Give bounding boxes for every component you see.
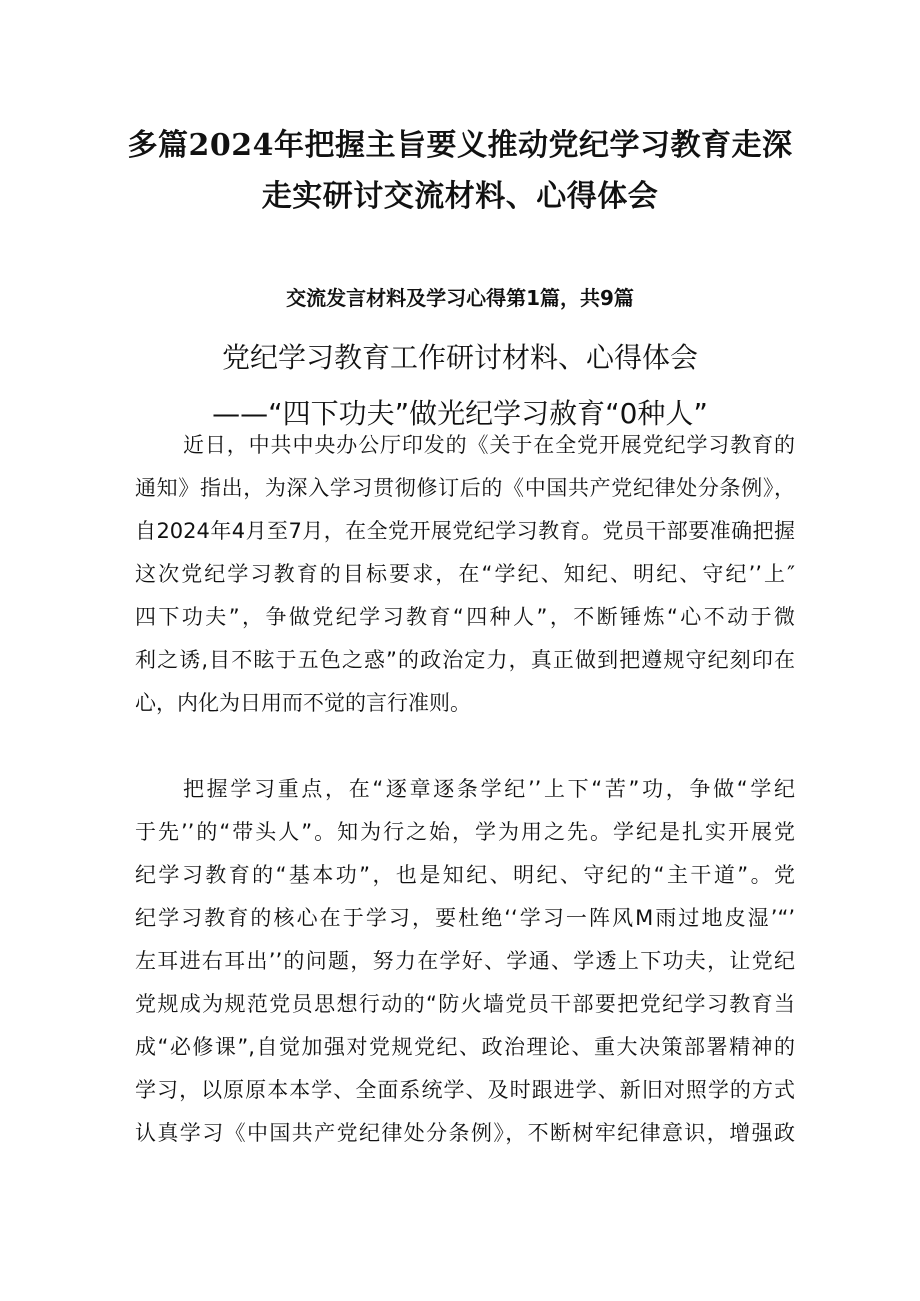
document-title-line-2: 走实研讨交流材料、心得体会 — [261, 179, 659, 214]
paragraph-line: 认真学习《中国共产党纪律处分条例》，不断树牢纪律意识，增强政 — [135, 1121, 795, 1145]
subtitle-line-1: 党纪学习教育工作研讨材料、心得体会 — [221, 341, 698, 374]
paragraph-line: 左耳进右耳出’’的问题，努力在学好、学通、学透上下功夫，让党纪 — [135, 949, 795, 973]
section-label: 交流发言材料及学习心得第1篇，共9篇 — [286, 286, 634, 310]
paragraph-line: 纪学习教育的核心在于学习，要杜绝‘‘学习一阵风M雨过地皮湿’“’ — [135, 906, 795, 930]
paragraph-line: 心，内化为日用而不觉的言行准则。 — [135, 691, 471, 715]
paragraph-line: 利之诱,目不眩于五色之惑”的政治定力，真正做到把遵规守纪刻印在 — [135, 648, 795, 672]
paragraph-line: 成“必修课”,自觉加强对党规党纪、政治理论、重大决策部署精神的 — [135, 1035, 795, 1059]
paragraph-line: 通知》指出，为深入学习贯彻修订后的《中国共产党纪律处分条例》， — [135, 476, 795, 500]
paragraph-line: 党规成为规范党员思想行动的“防火墙党员干部要把党纪学习教育当 — [135, 992, 795, 1016]
paragraph-line: 这次党纪学习教育的目标要求，在“学纪、知纪、明纪、守纪’’上″ — [135, 562, 795, 586]
document-title-line-1: 多篇2024年把握主旨要义推动党纪学习教育走深 — [127, 128, 793, 163]
paragraph-line: 近日，中共中央办公厅印发的《关于在全党开展党纪学习教育的 — [183, 433, 795, 457]
paragraph-line: 纪学习教育的“基本功”，也是知纪、明纪、守纪的“主干道”。党 — [135, 863, 795, 887]
subtitle-line-2: ——“四下功夫”做光纪学习赦育“0种人” — [212, 397, 708, 430]
paragraph-line: 学习，以原原本本学、全面系统学、及时跟进学、新旧对照学的方式 — [135, 1078, 795, 1102]
paragraph-2 — [135, 768, 795, 1155]
paragraph-line: 把握学习重点，在“逐章逐条学纪’’上下“苦”功，争做“学纪 — [183, 777, 795, 801]
paragraph-1 — [135, 424, 795, 725]
paragraph-line: 于先’’的“带头人”。知为行之始，学为用之先。学纪是扎实开展党 — [135, 820, 795, 844]
paragraph-line: 自2024年4月至7月，在全党开展党纪学习教育。党员干部要准确把握 — [135, 519, 795, 543]
paragraph-line: 四下功夫”，争做党纪学习教育“四种人”，不断锤炼“心不动于微 — [135, 605, 795, 629]
